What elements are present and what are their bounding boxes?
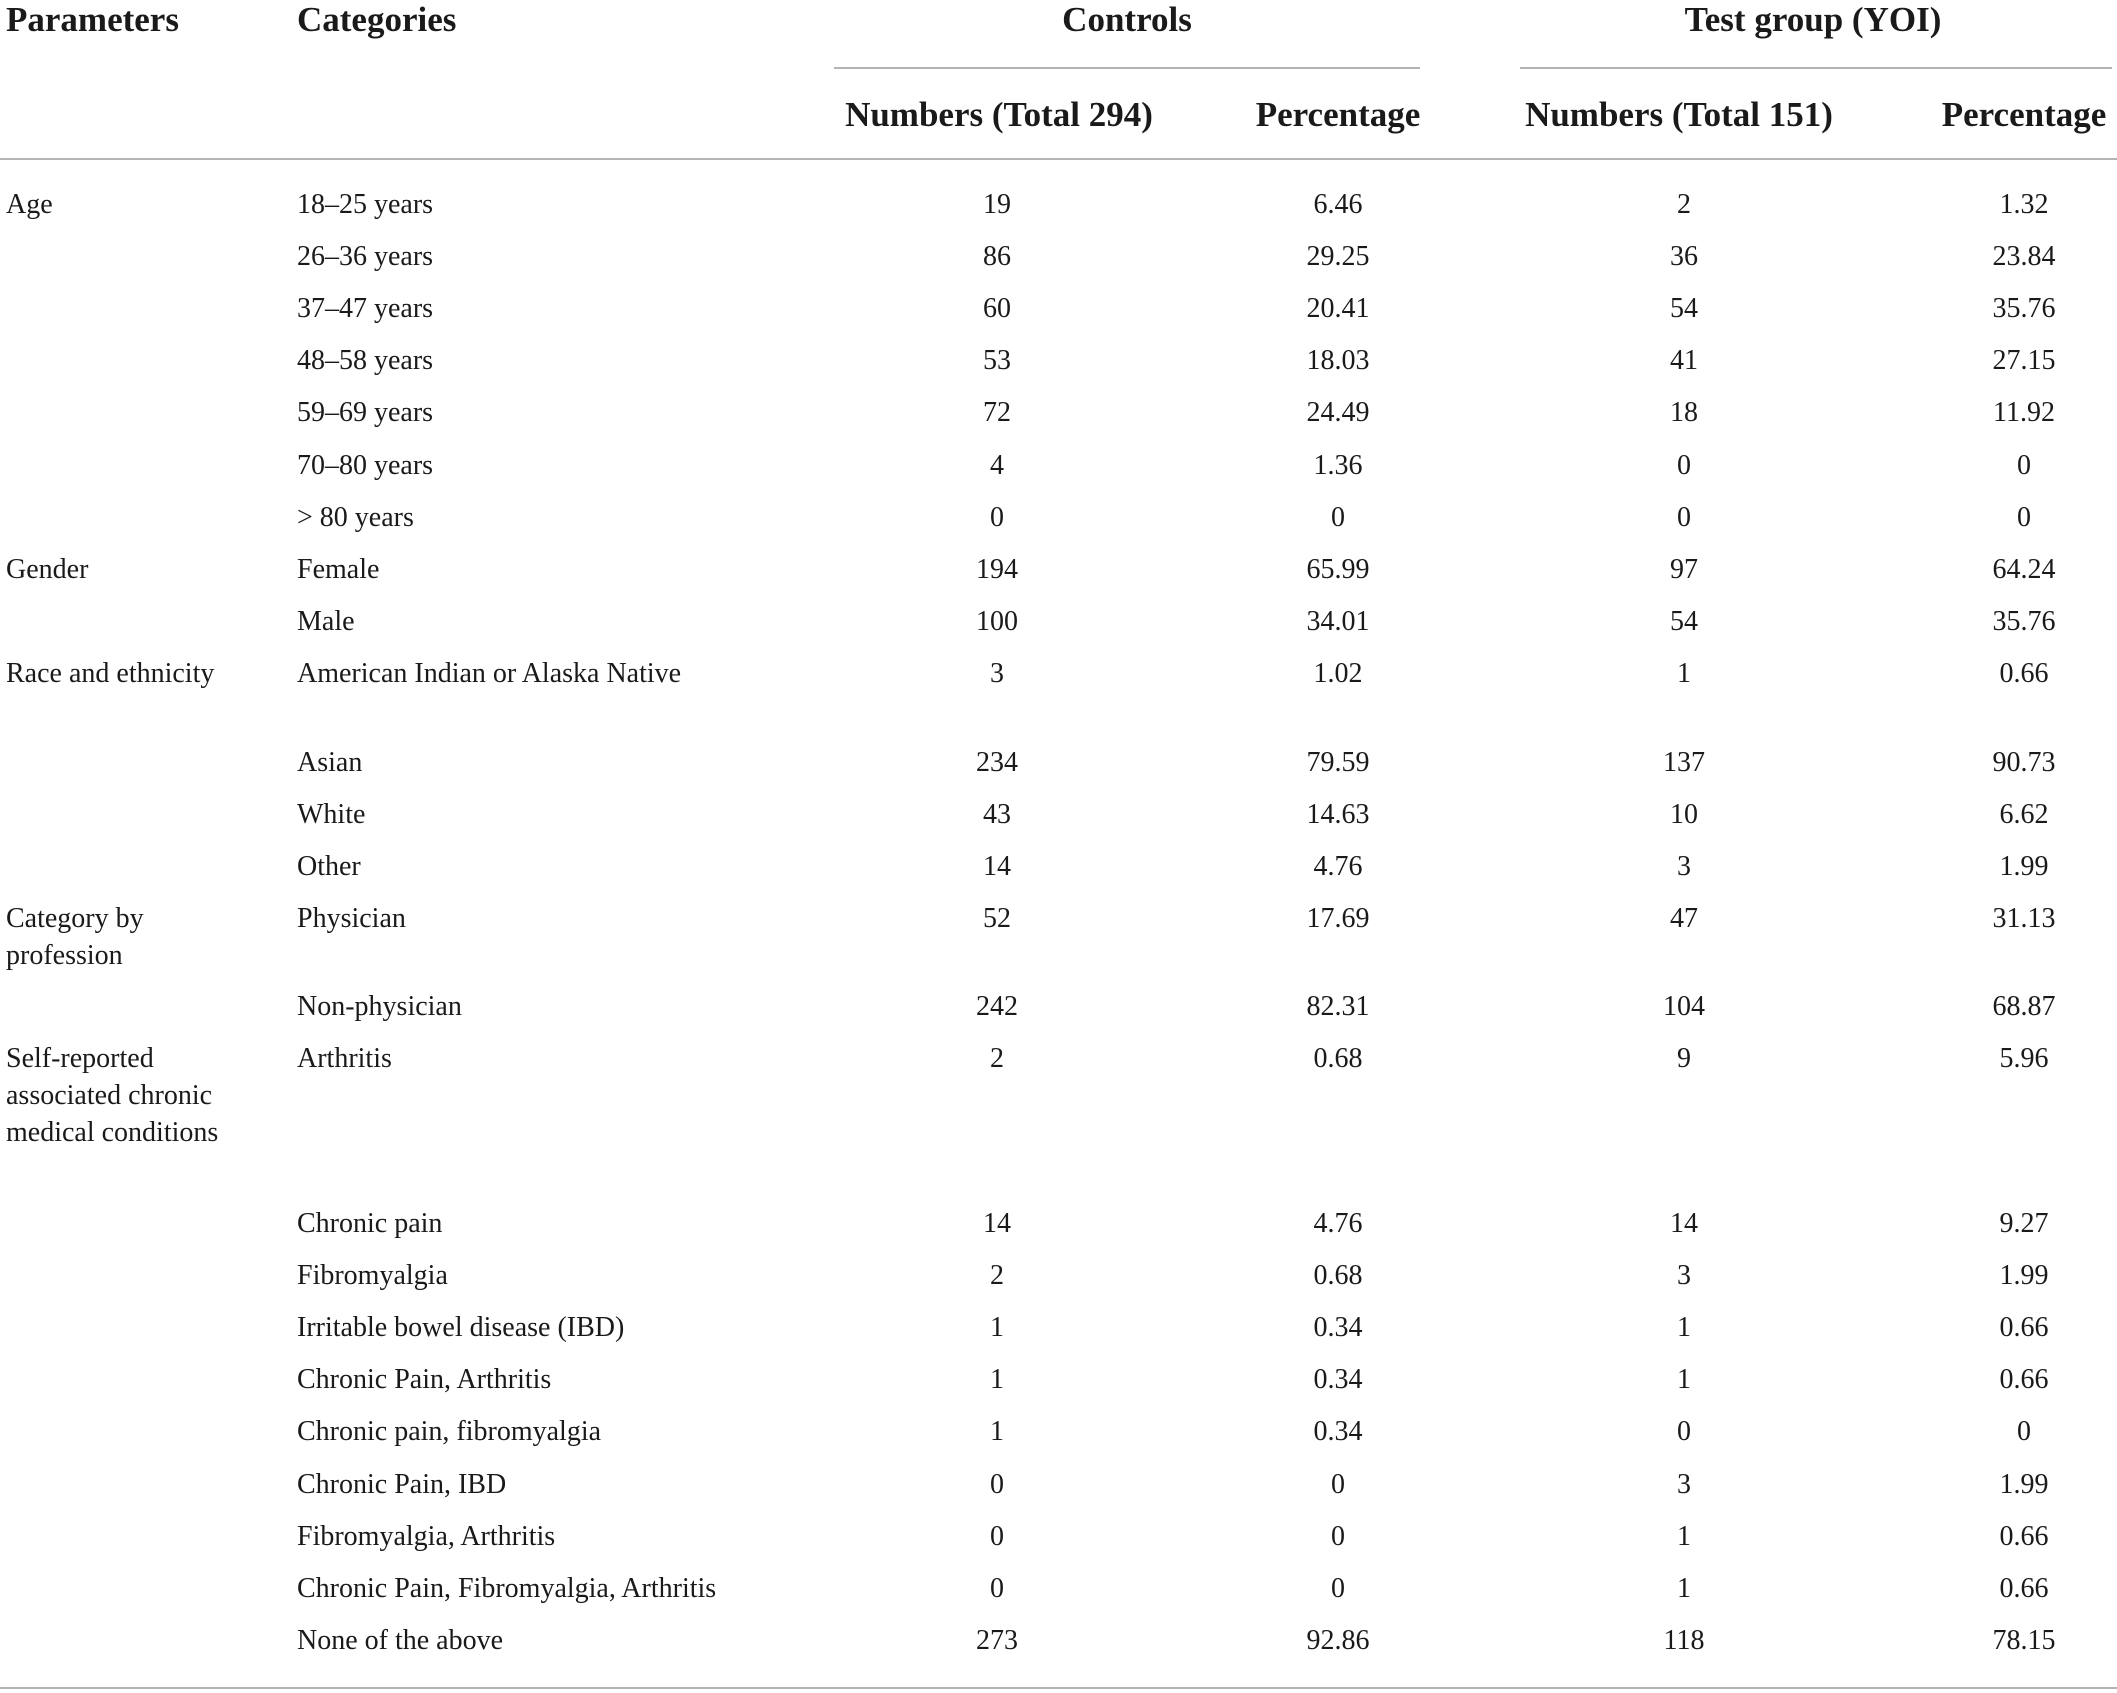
controls-percentage-cell: 34.01 [1306,606,1370,637]
controls-number-cell: 43 [983,799,1011,830]
controls-percentage-cell: 20.41 [1306,293,1370,324]
controls-percentage-cell: 4.76 [1313,851,1363,882]
category-cell: 37–47 years [297,293,434,324]
category-cell: Chronic Pain, IBD [297,1469,507,1500]
category-cell: Female [297,554,380,585]
test-number-cell: 14 [1670,1208,1698,1239]
controls-percentage-cell: 0.34 [1313,1312,1363,1343]
parameter-cell: Race and ethnicity [6,658,215,689]
category-cell: Fibromyalgia, Arthritis [297,1521,556,1552]
test-number-cell: 3 [1677,851,1691,882]
controls-number-cell: 1 [990,1364,1004,1395]
test-percentage-cell: 0.66 [1999,1521,2049,1552]
controls-number-cell: 194 [976,554,1018,585]
controls-percentage-cell: 0.34 [1313,1364,1363,1395]
category-cell: Arthritis [297,1043,392,1074]
controls-percentage-cell: 6.46 [1313,189,1363,220]
category-cell: Chronic Pain, Fibromyalgia, Arthritis [297,1573,717,1604]
category-cell: Physician [297,903,406,934]
category-cell: Fibromyalgia [297,1260,448,1291]
test-group-rule [1520,67,2112,69]
controls-number-cell: 14 [983,1208,1011,1239]
controls-number-cell: 2 [990,1260,1004,1291]
test-percentage-cell: 1.99 [1999,1260,2049,1291]
controls-number-cell: 1 [990,1312,1004,1343]
controls-number-cell: 53 [983,345,1011,376]
test-percentage-cell: 11.92 [1993,397,2055,428]
test-percentage-cell: 6.62 [1999,799,2049,830]
header-parameters: Parameters [6,0,179,39]
category-cell: Male [297,606,355,637]
test-number-cell: 3 [1677,1469,1691,1500]
controls-percentage-cell: 1.36 [1313,450,1363,481]
controls-percentage-cell: 17.69 [1306,903,1370,934]
controls-percentage-cell: 82.31 [1306,991,1370,1022]
controls-percentage-cell: 0 [1331,1521,1345,1552]
test-percentage-cell: 9.27 [1999,1208,2049,1239]
test-percentage-cell: 35.76 [1992,606,2056,637]
test-number-cell: 10 [1670,799,1698,830]
test-percentage-cell: 31.13 [1992,903,2056,934]
test-number-cell: 1 [1677,1521,1691,1552]
test-percentage-cell: 27.15 [1992,345,2056,376]
controls-number-cell: 52 [983,903,1011,934]
controls-number-cell: 86 [983,241,1011,272]
header-test-numbers: Numbers (Total 151) [1525,95,1833,134]
category-cell: Asian [297,747,363,778]
controls-percentage-cell: 79.59 [1306,747,1370,778]
category-cell: 59–69 years [297,397,434,428]
test-number-cell: 54 [1670,293,1698,324]
test-percentage-cell: 90.73 [1992,747,2056,778]
category-cell: Chronic Pain, Arthritis [297,1364,552,1395]
test-number-cell: 36 [1670,241,1698,272]
test-percentage-cell: 0 [2017,502,2031,533]
category-cell: 48–58 years [297,345,434,376]
parameter-cell: Age [6,189,53,220]
controls-number-cell: 19 [983,189,1011,220]
controls-number-cell: 4 [990,450,1004,481]
test-number-cell: 104 [1663,991,1705,1022]
controls-percentage-cell: 14.63 [1306,799,1370,830]
test-number-cell: 97 [1670,554,1698,585]
category-cell: Chronic pain [297,1208,443,1239]
test-percentage-cell: 0.66 [1999,658,2049,689]
test-number-cell: 9 [1677,1043,1691,1074]
controls-number-cell: 1 [990,1416,1004,1447]
test-percentage-cell: 0 [2017,1416,2031,1447]
test-percentage-cell: 0 [2017,450,2031,481]
header-bottom-rule [0,158,2117,160]
test-number-cell: 1 [1677,1364,1691,1395]
category-cell: 70–80 years [297,450,434,481]
controls-percentage-cell: 92.86 [1306,1625,1370,1656]
test-number-cell: 18 [1670,397,1698,428]
controls-percentage-cell: 24.49 [1306,397,1370,428]
category-cell: Irritable bowel disease (IBD) [297,1312,625,1343]
controls-percentage-cell: 0 [1331,1573,1345,1604]
test-percentage-cell: 1.99 [1999,1469,2049,1500]
controls-number-cell: 3 [990,658,1004,689]
category-cell: Chronic pain, fibromyalgia [297,1416,602,1447]
parameter-cell: Category by profession [6,903,144,971]
test-number-cell: 47 [1670,903,1698,934]
parameter-cell: Gender [6,554,89,585]
test-percentage-cell: 0.66 [1999,1312,2049,1343]
header-test-group: Test group (YOI) [1684,0,1942,39]
controls-percentage-cell: 65.99 [1306,554,1370,585]
controls-number-cell: 60 [983,293,1011,324]
parameter-cell: Self-reported associated chronic medical conditions [6,1043,219,1148]
category-cell: 26–36 years [297,241,434,272]
test-number-cell: 118 [1663,1625,1705,1656]
controls-number-cell: 0 [990,1469,1004,1500]
controls-number-cell: 0 [990,502,1004,533]
controls-percentage-cell: 0 [1331,502,1345,533]
test-number-cell: 3 [1677,1260,1691,1291]
category-cell: Other [297,851,361,882]
test-percentage-cell: 23.84 [1992,241,2056,272]
controls-percentage-cell: 0.34 [1313,1416,1363,1447]
controls-number-cell: 2 [990,1043,1004,1074]
test-percentage-cell: 5.96 [1999,1043,2049,1074]
table-bottom-rule [0,1687,2117,1689]
controls-number-cell: 273 [976,1625,1018,1656]
controls-percentage-cell: 0.68 [1313,1260,1363,1291]
test-number-cell: 2 [1677,189,1691,220]
controls-percentage-cell: 18.03 [1306,345,1370,376]
controls-percentage-cell: 0.68 [1313,1043,1363,1074]
test-percentage-cell: 35.76 [1992,293,2056,324]
category-cell: American Indian or Alaska Native [297,658,682,689]
controls-number-cell: 72 [983,397,1011,428]
controls-percentage-cell: 0 [1331,1469,1345,1500]
test-percentage-cell: 0.66 [1999,1364,2049,1395]
controls-number-cell: 242 [976,991,1018,1022]
controls-number-cell: 14 [983,851,1011,882]
header-controls: Controls [1062,0,1192,39]
category-cell: White [297,799,366,830]
test-number-cell: 0 [1677,502,1691,533]
test-percentage-cell: 0.66 [1999,1573,2049,1604]
test-number-cell: 1 [1677,1312,1691,1343]
controls-number-cell: 234 [976,747,1018,778]
category-cell: None of the above [297,1625,504,1656]
controls-number-cell: 0 [990,1573,1004,1604]
test-number-cell: 0 [1677,450,1691,481]
test-percentage-cell: 68.87 [1992,991,2056,1022]
controls-number-cell: 100 [976,606,1018,637]
category-cell: 18–25 years [297,189,434,220]
test-number-cell: 137 [1663,747,1705,778]
test-number-cell: 1 [1677,1573,1691,1604]
test-number-cell: 1 [1677,658,1691,689]
controls-percentage-cell: 1.02 [1313,658,1363,689]
category-cell: Non-physician [297,991,462,1022]
header-categories: Categories [297,0,457,39]
test-percentage-cell: 64.24 [1992,554,2056,585]
test-percentage-cell: 78.15 [1992,1625,2056,1656]
test-number-cell: 41 [1670,345,1698,376]
test-number-cell: 0 [1677,1416,1691,1447]
controls-percentage-cell: 29.25 [1306,241,1370,272]
test-percentage-cell: 1.32 [1999,189,2049,220]
header-controls-numbers: Numbers (Total 294) [845,95,1153,134]
controls-number-cell: 0 [990,1521,1004,1552]
test-number-cell: 54 [1670,606,1698,637]
controls-percentage-cell: 4.76 [1313,1208,1363,1239]
header-test-percentage: Percentage [1941,95,2107,134]
controls-group-rule [834,67,1420,69]
category-cell: > 80 years [297,502,414,533]
header-controls-percentage: Percentage [1255,95,1421,134]
test-percentage-cell: 1.99 [1999,851,2049,882]
